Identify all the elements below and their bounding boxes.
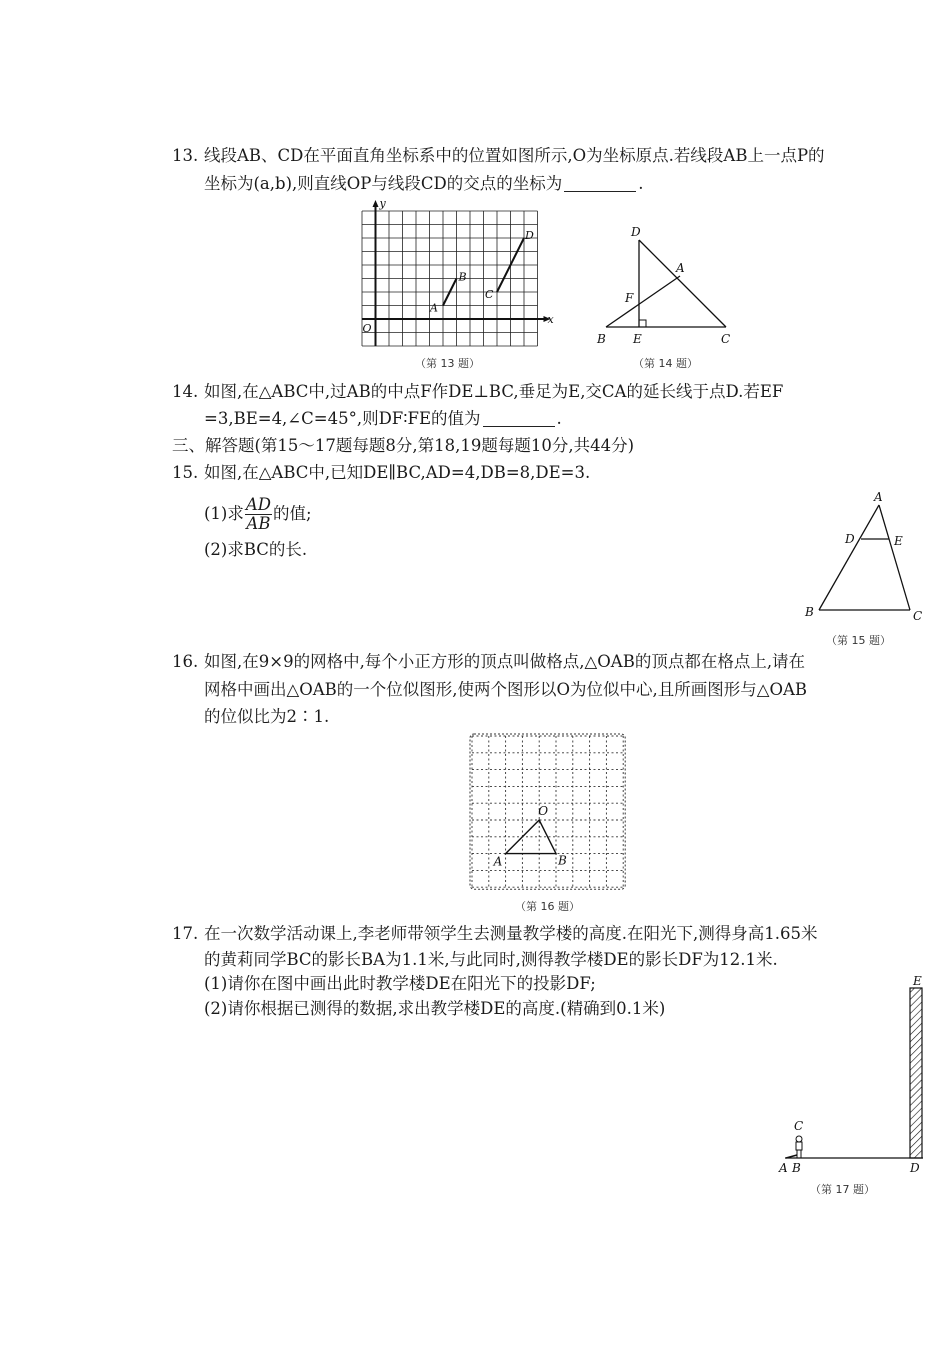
fig15-label-C: C — [913, 609, 923, 623]
figure-14-triangle — [590, 220, 740, 350]
q15-fraction-numerator: AD — [245, 495, 272, 514]
q13-text-2-end: . — [638, 174, 644, 193]
q15-part1-suffix: 的值; — [273, 504, 312, 523]
q13-answer-blank[interactable] — [564, 173, 636, 192]
fig17-label-B: B — [792, 1161, 801, 1175]
fig14-label-B: B — [597, 332, 606, 346]
figure-16-caption: （第 16 题） — [515, 900, 580, 913]
q16-number: 16. — [172, 652, 199, 671]
fig13-label-C: C — [485, 288, 494, 301]
fig13-label-x: x — [547, 313, 554, 326]
q17-part1-text: (1)请你在图中画出此时教学楼DE在阳光下的投影DF; — [204, 974, 596, 993]
fig14-label-D: D — [631, 225, 641, 239]
fig15-label-D: D — [845, 532, 855, 546]
figure-15-triangle — [800, 486, 930, 626]
figure-17-caption: （第 17 题） — [810, 1183, 875, 1196]
q14-text-1: 如图,在△ABC中,过AB的中点F作DE⊥BC,垂足为E,交CA的延长线于点D.若EF — [204, 382, 784, 401]
fig17-label-D: D — [910, 1161, 920, 1175]
fig13-label-D: D — [525, 229, 534, 242]
q13-text-2 — [204, 172, 644, 196]
q15-part1-text — [204, 496, 312, 533]
fig16-label-A: A — [493, 854, 503, 869]
fig13-label-B: B — [458, 270, 467, 284]
q14-text-2-end: . — [556, 409, 562, 428]
figure-13-grid — [350, 196, 554, 348]
figure-15-caption: （第 15 题） — [826, 634, 891, 647]
q17-text-2: 的黄莉同学BC的影长BA为1.1米,与此同时,测得教学楼DE的影长DF为12.1米. — [204, 950, 778, 969]
q15-fraction — [245, 496, 272, 533]
fig13-label-O: O — [362, 322, 372, 335]
q15-part1-prefix: (1)求 — [204, 504, 244, 523]
fig15-label-A: A — [874, 490, 883, 504]
fig17-label-C: C — [794, 1119, 804, 1133]
fig16-label-O: O — [538, 804, 549, 818]
building-DE — [910, 988, 922, 1158]
q16-text-3: 的位似比为2∶1. — [204, 707, 330, 726]
fig16-label-B: B — [558, 853, 567, 868]
figure-16-dotted-grid — [465, 730, 630, 895]
q15-part2-text: (2)求BC的长. — [204, 540, 308, 559]
figure-14-caption: （第 14 题） — [633, 357, 698, 370]
q16-text-1: 如图,在9×9的网格中,每个小正方形的顶点叫做格点,△OAB的顶点都在格点上,请在 — [204, 652, 806, 671]
q17-text-1: 在一次数学活动课上,李老师带领学生去测量教学楼的高度.在阳光下,测得身高1.65米 — [204, 924, 818, 943]
fig14-label-C: C — [721, 332, 731, 346]
q13-text-2-body: 坐标为(a,b),则直线OP与线段CD的交点的坐标为 — [204, 174, 563, 193]
q13-number: 13. — [172, 146, 199, 165]
figure-17-building — [770, 970, 930, 1180]
fig15-label-E: E — [894, 534, 903, 548]
fig15-label-B: B — [805, 605, 814, 619]
q17-part2-text: (2)请你根据已测得的数据,求出教学楼DE的高度.(精确到0.1米) — [204, 999, 666, 1018]
fig17-label-E: E — [913, 974, 922, 988]
q13-text-1: 线段AB、CD在平面直角坐标系中的位置如图所示,O为坐标原点.若线段AB上一点P的 — [204, 146, 825, 165]
figure-13-caption: （第 13 题） — [415, 357, 480, 370]
fig14-label-A: A — [676, 261, 685, 275]
q14-answer-blank[interactable] — [483, 408, 555, 427]
q14-number: 14. — [172, 382, 199, 401]
q15-text-1: 如图,在△ABC中,已知DE∥BC,AD=4,DB=8,DE=3. — [204, 463, 591, 482]
q14-text-2 — [204, 407, 562, 431]
fig17-label-A: A — [779, 1161, 788, 1175]
fig14-label-F: F — [625, 291, 634, 305]
q15-fraction-denominator: AB — [246, 514, 271, 533]
q16-text-2: 网格中画出△OAB的一个位似图形,使两个图形以O为位似中心,且所画图形与△OAB — [204, 680, 808, 699]
q14-text-2-body: =3,BE=4,∠C=45°,则DF∶FE的值为 — [204, 409, 481, 428]
q17-number: 17. — [172, 924, 199, 943]
fig14-label-E: E — [633, 332, 642, 346]
fig13-label-A: A — [430, 301, 438, 315]
fig13-label-y: y — [379, 197, 386, 210]
q15-number: 15. — [172, 463, 199, 482]
section-3-title: 三、解答题(第15～17题每题8分,第18,19题每题10分,共44分) — [172, 436, 635, 455]
